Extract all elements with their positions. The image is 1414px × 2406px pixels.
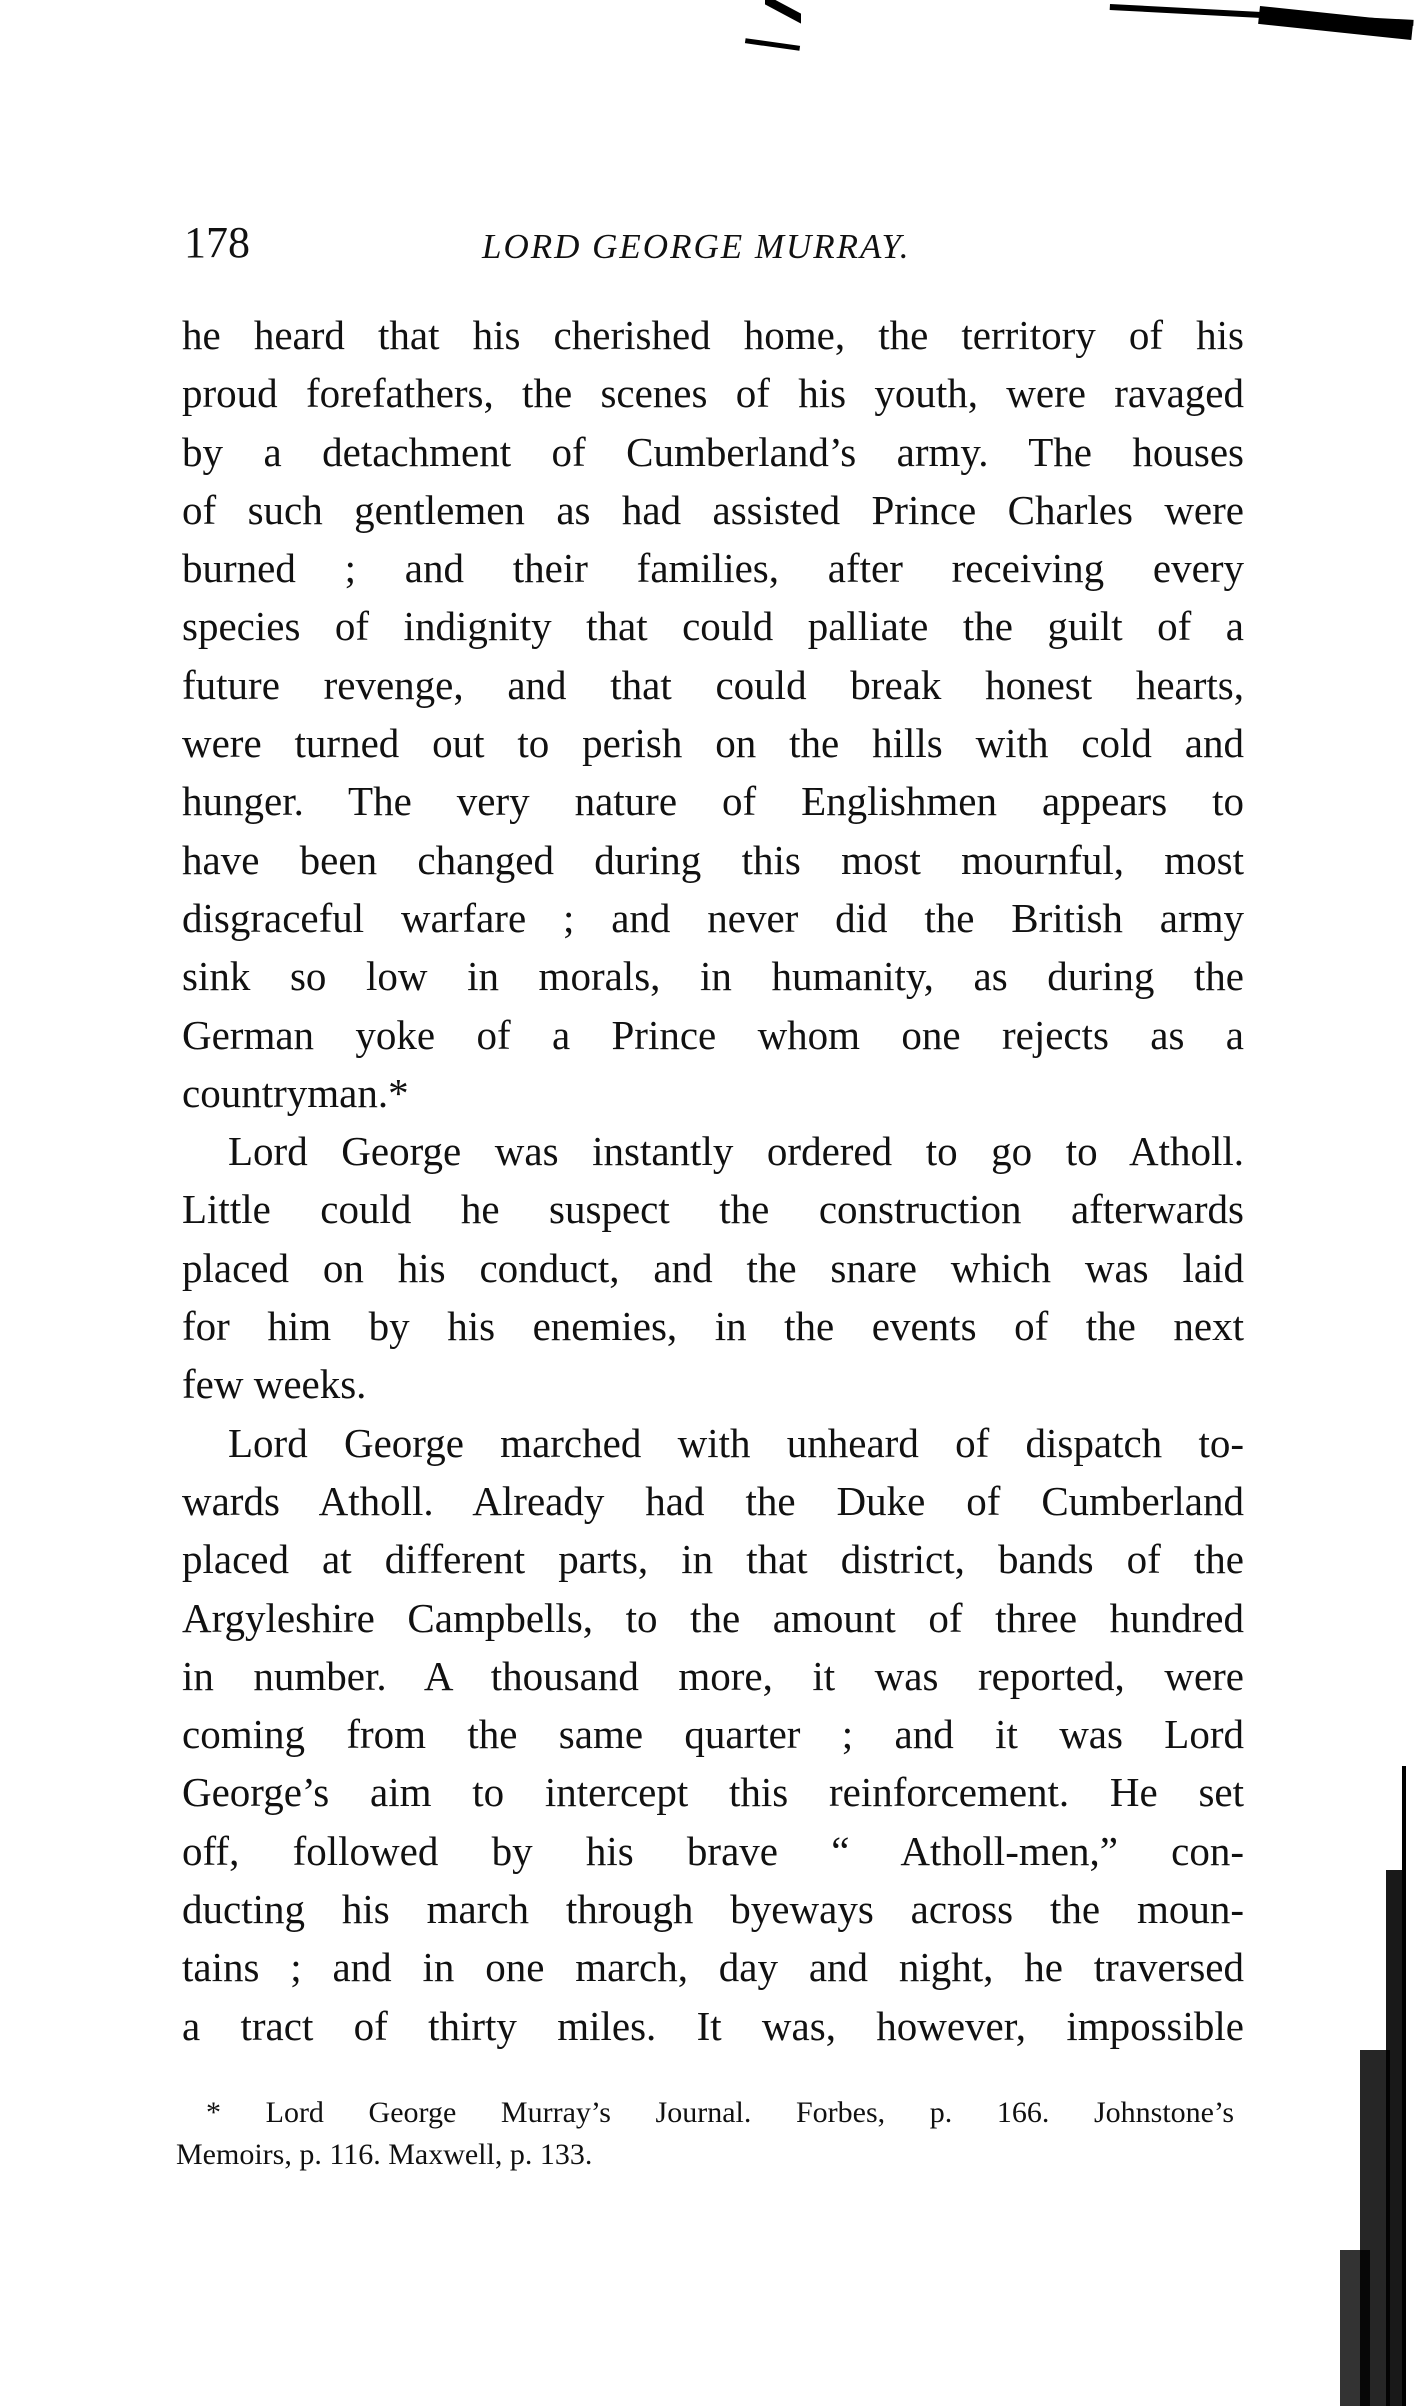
paragraph-start-line: Lord George marched with unheard of dispatch to-: [228, 1419, 1244, 1466]
text-line: wards Atholl. Already had the Duke of Cumberland: [182, 1477, 1244, 1524]
text-line: few weeks.: [182, 1361, 367, 1408]
text-line: by a detachment of Cumberland’s army. The houses: [182, 428, 1244, 475]
text-line: George’s aim to intercept this reinforcement. He set: [182, 1769, 1244, 1816]
text-line: coming from the same quarter ; and it was Lord: [182, 1711, 1244, 1758]
text-line: in number. A thousand more, it was reported, were: [182, 1652, 1244, 1699]
body-text: [182, 306, 1244, 2055]
text-line: Argyleshire Campbells, to the amount of three hundred: [182, 1594, 1244, 1641]
footnote-line: Memoirs, p. 116. Maxwell, p. 133.: [176, 2138, 593, 2171]
text-line: for him by his enemies, in the events of the next: [182, 1303, 1244, 1350]
scan-edge-top-right-2: [1258, 6, 1413, 40]
text-line: burned ; and their families, after receiving every: [182, 545, 1244, 592]
text-line: off, followed by his brave “ Atholl-men,” con-: [182, 1827, 1244, 1874]
text-line: sink so low in morals, in humanity, as during the: [182, 953, 1244, 1000]
text-line: have been changed during this most mournful, most: [182, 836, 1244, 883]
text-line: placed on his conduct, and the snare which was laid: [182, 1244, 1244, 1291]
scan-mark-top-center: [765, 0, 801, 24]
text-line: disgraceful warfare ; and never did the British army: [182, 894, 1244, 941]
text-line: countryman.*: [182, 1069, 409, 1116]
text-line: a tract of thirty miles. It was, however, impossible: [182, 2002, 1244, 2049]
text-line: were turned out to perish on the hills with cold and: [182, 720, 1244, 767]
text-line: tains ; and in one march, day and night, he traversed: [182, 1944, 1244, 1991]
scan-mark-top-center-2: [745, 38, 800, 51]
text-line: Little could he suspect the construction afterwards: [182, 1186, 1244, 1233]
text-line: of such gentlemen as had assisted Prince Charles were: [182, 486, 1244, 533]
running-title: LORD GEORGE MURRAY.: [482, 227, 911, 266]
running-head: [184, 218, 1244, 268]
page-number: 178: [184, 218, 250, 267]
text-line: he heard that his cherished home, the territory of his: [182, 312, 1244, 358]
paragraph-start-line: Lord George was instantly ordered to go to Atholl.: [228, 1128, 1244, 1175]
text-line: placed at different parts, in that district, bands of the: [182, 1536, 1244, 1583]
text-line: ducting his march through byeways across the moun-: [182, 1886, 1244, 1933]
text-line: proud forefathers, the scenes of his youth, were ravaged: [182, 370, 1244, 417]
text-line: species of indignity that could palliate the guilt of a: [182, 603, 1244, 650]
text-line: hunger. The very nature of Englishmen appears to: [182, 778, 1244, 825]
text-line: future revenge, and that could break honest hearts,: [182, 661, 1244, 708]
scan-shadow-right-4: [1340, 2250, 1370, 2406]
footnote-line: * Lord George Murray’s Journal. Forbes, p. 166. Johnstone’s: [206, 2096, 1234, 2129]
footnote: [176, 2092, 1234, 2176]
text-line: German yoke of a Prince whom one rejects as a: [182, 1011, 1244, 1058]
